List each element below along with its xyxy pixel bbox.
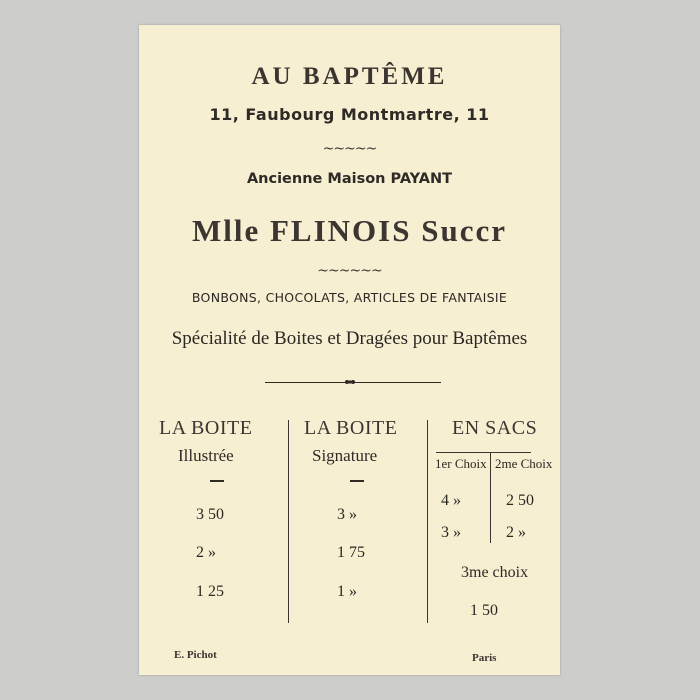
- choice1-label: 1er Choix: [435, 456, 487, 471]
- choice1-price: 4 »: [441, 492, 461, 509]
- choice3-label: 3me choix: [461, 564, 529, 581]
- printer-name: E. Pichot: [174, 649, 217, 661]
- col1-price: 3 50: [196, 506, 224, 523]
- former-house: Ancienne Maison PAYANT: [246, 171, 453, 187]
- shop-address: 11, Faubourg Montmartre, 11: [209, 105, 490, 124]
- choice2-label: 2me Choix: [495, 456, 553, 471]
- sub-column-divider: [490, 453, 491, 543]
- ornament-icon: [344, 378, 356, 386]
- dash: [350, 480, 364, 482]
- col2-price: 1 75: [337, 544, 365, 561]
- sub-header-rule: [436, 452, 531, 453]
- col1-title: LA BOITE: [159, 417, 253, 439]
- col2-price: 3 »: [337, 506, 357, 523]
- choice1-price: 3 »: [441, 524, 461, 541]
- col1-subtitle: Illustrée: [178, 446, 234, 465]
- column-divider: [427, 420, 428, 623]
- choice2-price: 2 50: [506, 492, 534, 509]
- city-name: Paris: [472, 652, 497, 664]
- col2-subtitle: Signature: [312, 446, 378, 465]
- choice3-price: 1 50: [470, 602, 498, 619]
- col1-price: 2 »: [196, 544, 216, 561]
- products-line: BONBONS, CHOCOLATS, ARTICLES DE FANTAISIE: [191, 290, 508, 305]
- column-divider: [288, 420, 289, 623]
- shop-name: AU BAPTÊME: [251, 63, 448, 90]
- successor-name: Mlle FLINOIS Succr: [192, 213, 507, 248]
- wavy-divider: ~~~~~: [322, 141, 377, 157]
- choice2-price: 2 »: [506, 524, 526, 541]
- col2-price: 1 »: [337, 583, 357, 600]
- col1-price: 1 25: [196, 583, 224, 600]
- wavy-divider: ~~~~~~: [317, 263, 382, 279]
- col2-title: LA BOITE: [304, 417, 398, 439]
- speciality-line: Spécialité de Boites et Dragées pour Baptêmes: [171, 328, 528, 349]
- dash: [210, 480, 224, 482]
- col3-title: EN SACS: [452, 417, 538, 439]
- trade-card: [139, 25, 560, 675]
